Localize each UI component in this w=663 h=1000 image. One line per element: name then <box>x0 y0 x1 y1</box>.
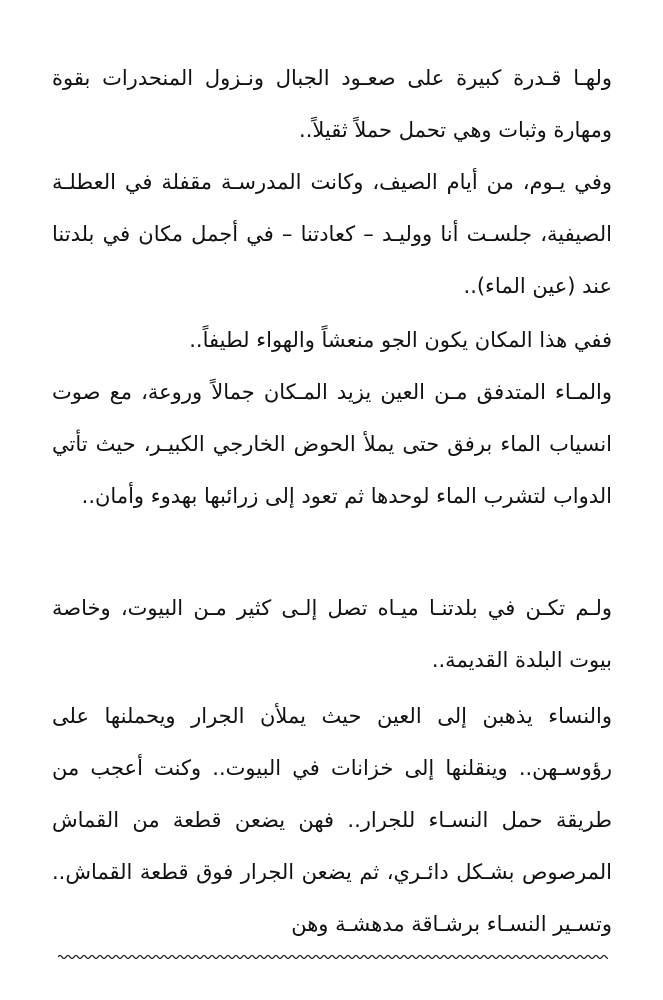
paragraph-5: ولـم تكـن في بلدتنـا ميـاه تصل إلـى كثير مـن البيوت، وخاصة بيوت البلدة القديمة.. <box>52 596 612 672</box>
wavy-divider <box>58 950 608 964</box>
paragraph-1: ولهـا قـدرة كبيرة على صعـود الجبال ونـزول المنحدرات بقوة ومهارة وثبات وهي تحمل حملاً ثقيلاً.. <box>52 66 612 142</box>
paragraph-3: ففي هذا المكان يكون الجو منعشاً والهواء لطيفاً.. <box>189 328 612 352</box>
paragraph-2: وفي يـوم، من أيام الصيف، وكانت المدرسـة مقفلة في العطلـة الصيفية، جلسـت أنا ووليـد – كعادتنا – في أجمل مكان في بلدتنا عند (عين الماء).. <box>52 170 612 298</box>
paragraph-6: والنساء يذهبن إلى العين حيث يملأن الجرار ويحملنها على رؤوسـهن.. وينقلنها إلى خزانات في البيوت.. وكنت أعجب من طريقة حمل النسـاء للجرار.. فهن يضعن قطعة من القماش المرصوص بشـكل دائـري، ثم يضعن الجرار فوق قطعة القماش.. وتسـير النسـاء برشـاقة مدهشـة وهن <box>52 704 612 936</box>
paragraph-4: والمـاء المتدفق مـن العين يزيد المـكان جمالاً وروعة، مع صوت انسياب الماء برفق حتى يملأ الحوض الخارجي الكبيـر، حيث تأتي الدواب لتشرب الماء لوحدها ثم تعود إلى زرائبها بهدوء وأمان.. <box>52 380 612 508</box>
